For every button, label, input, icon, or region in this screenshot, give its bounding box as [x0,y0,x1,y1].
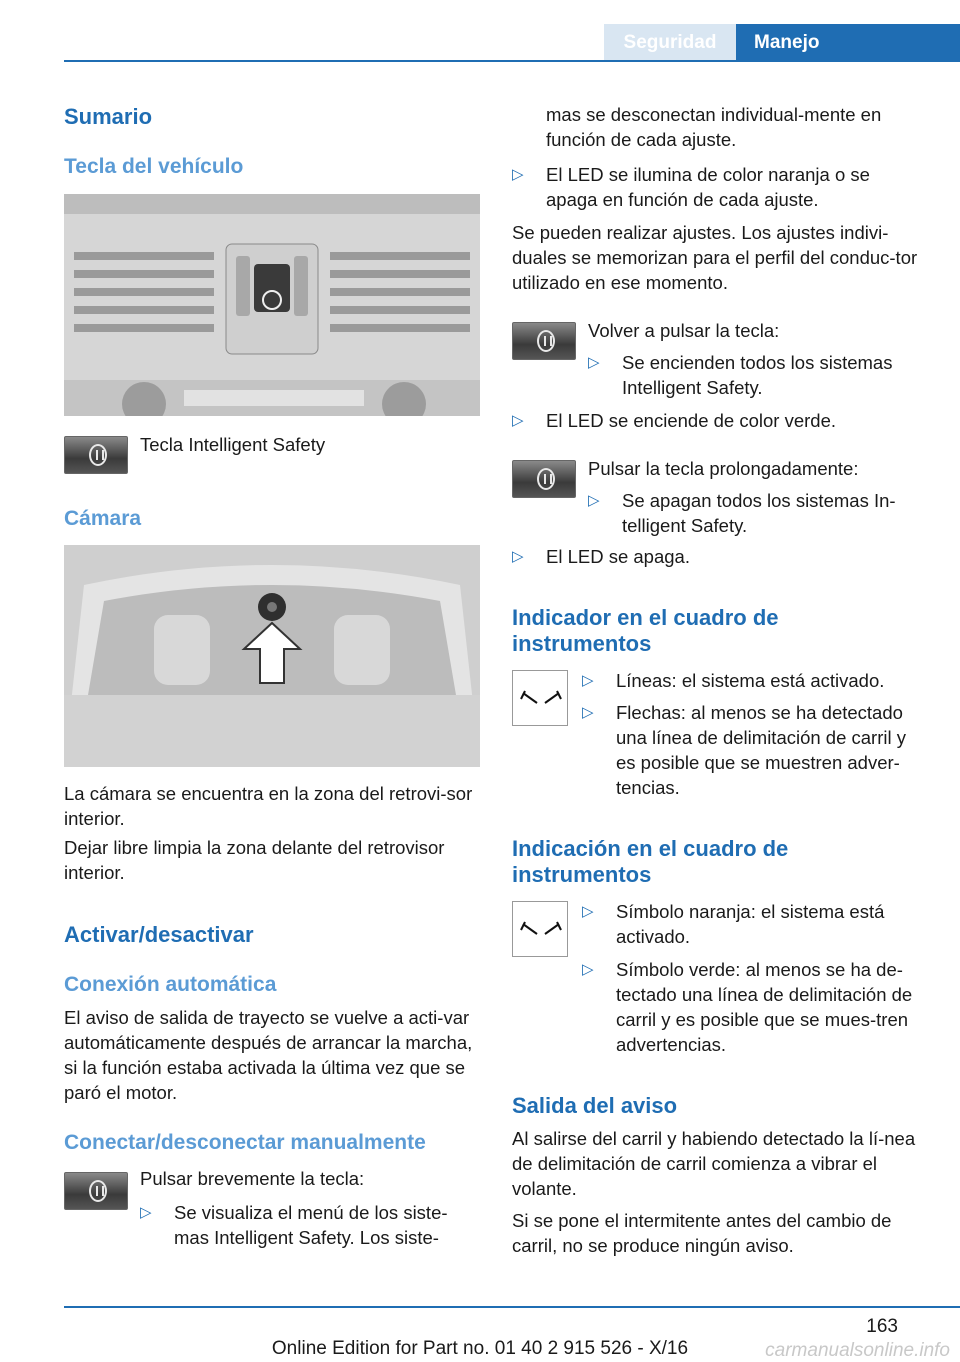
triangle-bullet-icon: ▷ [582,704,594,721]
triangle-bullet-icon: ▷ [582,672,594,689]
heading-indicador: Indicador en el cuadro de instrumentos [512,605,779,656]
conexion-paragraph: El aviso de salida de trayecto se vuelve a acti-var automáticamente después de arrancar la marcha, si la función estaba activada la última vez que se paró el motor. [64,1007,473,1103]
dashboard-photo [64,194,480,416]
triangle-bullet-icon: ▷ [512,166,524,183]
footer-divider [64,1306,960,1308]
heading-conexion: Conexión automática [64,973,277,996]
list-item: ▷ Símbolo verde: al menos se ha de-tectado una línea de delimitación de carril y es posible que se mues-tren advertencias. [582,959,913,1055]
intelligent-safety-key-icon [512,322,576,360]
camera-illustration [64,545,480,767]
list-item: ▷ Líneas: el sistema está activado. [582,670,885,691]
watermark: carmanualsonline.info [765,1340,950,1361]
lane-departure-icon [512,901,568,957]
manual-intro: Pulsar brevemente la tecla: [140,1168,365,1189]
caption-tecla: Tecla Intelligent Safety [140,434,326,455]
header-section-tab[interactable]: Seguridad [604,24,736,61]
salida-paragraph-1: Al salirse del carril y habiendo detectado la lí-nea de delimitación de carril comienza a vibrar el volante. [512,1128,916,1199]
ajustes-paragraph: Se pueden realizar ajustes. Los ajustes indivi-duales se memorizan para el perfil del conduc-tor utilizado en ese momento. [512,222,918,293]
page-number: 163 [866,1316,898,1337]
triangle-bullet-icon: ▷ [582,903,594,920]
intelligent-safety-key-icon [64,1172,128,1210]
list-item: ▷ El LED se enciende de color verde. [512,410,837,431]
dashboard-illustration [64,194,480,416]
salida-paragraph-2: Si se pone el intermitente antes del cambio de carril, no se produce ningún aviso. [512,1210,892,1256]
header-current-tab[interactable]: Manejo [736,24,960,61]
intelligent-safety-key-icon [512,460,576,498]
heading-manual: Conectar/desconectar manualmente [64,1131,426,1154]
list-item: ▷ Se apagan todos los sistemas In-telligent Safety. [588,490,896,536]
triangle-bullet-icon: ▷ [582,961,594,978]
heading-activar: Activar/desactivar [64,922,254,947]
triangle-bullet-icon: ▷ [588,354,600,371]
heading-sumario: Sumario [64,104,153,129]
edition-label: Online Edition for Part no. 01 40 2 915 526 - X/16 [271,1338,689,1359]
camara-paragraph-2: Dejar libre limpia la zona delante del retrovisor interior. [64,837,445,883]
list-item: ▷ Flechas: al menos se ha detectado una línea de delimitación de carril y es posible que se muestren adver-tencias. [582,702,906,798]
continued-text: mas se desconectan individual-mente en función de cada ajuste. [546,104,882,150]
heading-camara: Cámara [64,507,142,530]
camara-paragraph-1: La cámara se encuentra en la zona del retrovi-sor interior. [64,783,473,829]
triangle-bullet-icon: ▷ [512,412,524,429]
camera-photo [64,545,480,767]
list-item: ▷ Símbolo naranja: el sistema está activado. [582,901,885,947]
lane-departure-icon [512,670,568,726]
intelligent-safety-key-icon [64,436,128,474]
list-item: ▷ Se visualiza el menú de los siste-mas Intelligent Safety. Los siste- [140,1202,448,1248]
triangle-bullet-icon: ▷ [588,492,600,509]
list-item: ▷ Se encienden todos los sistemas Intelligent Safety. [588,352,893,398]
triangle-bullet-icon: ▷ [140,1204,152,1221]
header-divider [64,60,960,62]
list-item: ▷ El LED se ilumina de color naranja o se apaga en función de cada ajuste. [512,164,870,210]
heading-indicacion: Indicación en el cuadro de instrumentos [512,836,789,887]
volver-intro: Volver a pulsar la tecla: [588,320,780,341]
prolong-intro: Pulsar la tecla prolongadamente: [588,458,859,479]
triangle-bullet-icon: ▷ [512,548,524,565]
list-item: ▷ El LED se apaga. [512,546,690,567]
heading-salida: Salida del aviso [512,1093,678,1118]
heading-tecla: Tecla del vehículo [64,155,244,178]
